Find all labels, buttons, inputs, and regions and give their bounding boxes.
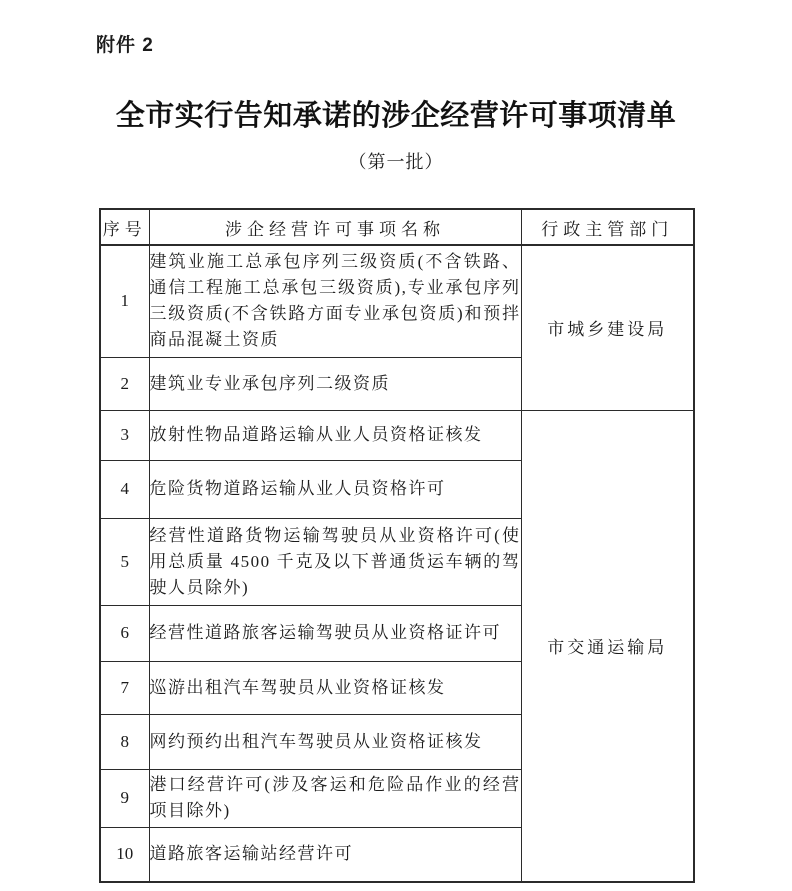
- item-name: 建筑业专业承包序列二级资质: [149, 357, 521, 410]
- column-header-no: 序号: [100, 209, 149, 245]
- row-number: 9: [100, 769, 149, 827]
- row-number: 4: [100, 460, 149, 518]
- table-row: [100, 245, 694, 357]
- row-number: 6: [100, 605, 149, 661]
- item-name: 道路旅客运输站经营许可: [149, 827, 521, 882]
- table-row: [100, 410, 694, 460]
- item-name: 巡游出租汽车驾驶员从业资格证核发: [149, 661, 521, 714]
- row-number: 8: [100, 714, 149, 769]
- item-name: 放射性物品道路运输从业人员资格证核发: [149, 410, 521, 460]
- item-name: 网约预约出租汽车驾驶员从业资格证核发: [149, 714, 521, 769]
- page-subtitle: （第一批）: [348, 152, 444, 172]
- department-cell-transport: 市交通运输局: [521, 410, 694, 882]
- row-number: 7: [100, 661, 149, 714]
- item-name: 经营性道路旅客运输驾驶员从业资格证许可: [149, 605, 521, 661]
- row-number: 2: [100, 357, 149, 410]
- license-items-table: [99, 208, 695, 883]
- item-name: 建筑业施工总承包序列三级资质(不含铁路、通信工程施工总承包三级资质),专业承包序列三级资质(不含铁路方面专业承包资质)和预拌商品混凝土资质: [149, 245, 521, 357]
- item-name: 危险货物道路运输从业人员资格许可: [149, 460, 521, 518]
- column-header-item-name: 涉企经营许可事项名称: [149, 209, 521, 245]
- table-header-row: [100, 209, 694, 245]
- department-cell-construction: 市城乡建设局: [521, 245, 694, 410]
- column-header-department: 行政主管部门: [521, 209, 694, 245]
- row-number: 1: [100, 245, 149, 357]
- row-number: 5: [100, 518, 149, 605]
- attachment-label: 附件 2: [96, 35, 154, 56]
- page-title: 全市实行告知承诺的涉企经营许可事项清单: [115, 100, 677, 132]
- item-name: 经营性道路货物运输驾驶员从业资格许可(使用总质量 4500 千克及以下普通货运车辆的驾驶人员除外): [149, 518, 521, 605]
- item-name: 港口经营许可(涉及客运和危险品作业的经营项目除外): [149, 769, 521, 827]
- row-number: 3: [100, 410, 149, 460]
- row-number: 10: [100, 827, 149, 882]
